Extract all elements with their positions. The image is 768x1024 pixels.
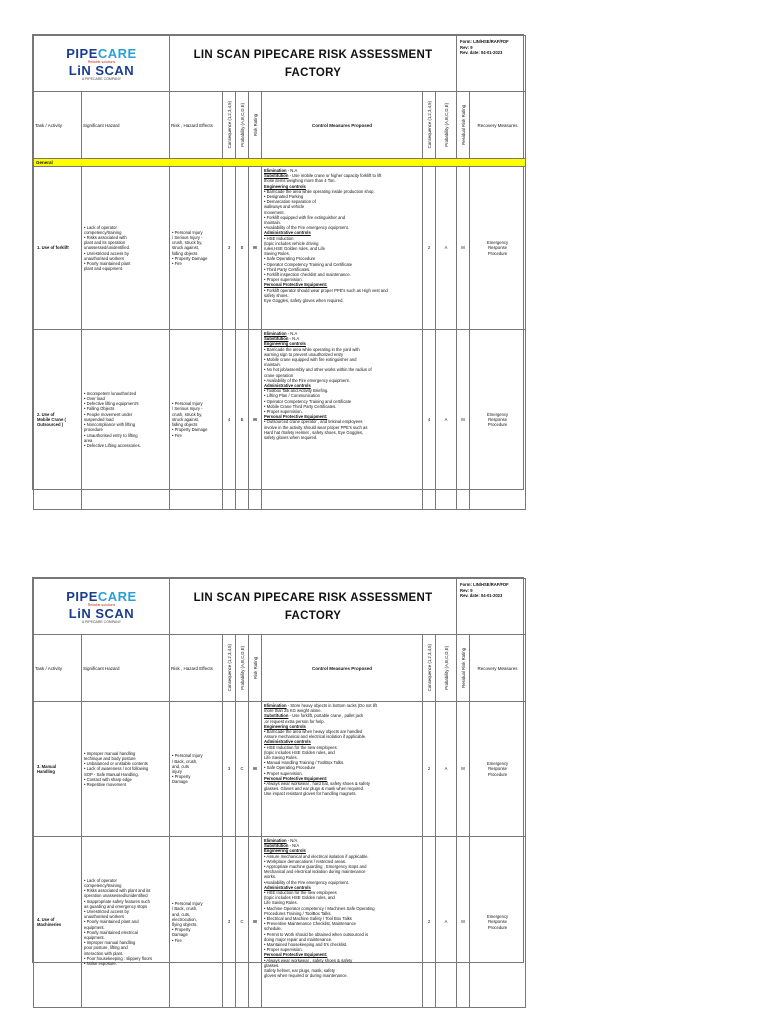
probability-2-cell: A (436, 330, 457, 510)
logo-tagline: Reliable solutions (87, 59, 116, 64)
col-recovery: Recovery Measures (470, 635, 526, 702)
consequence-2-cell: 2 (423, 702, 436, 837)
effects-cell: • Personal Injury / Serious Injury - crush, struck by, struck against, falling objects • Property Damage • Fire (170, 167, 223, 330)
control-heading: Personal Protective Equipment: (264, 952, 328, 958)
probability-2-cell: A (436, 837, 457, 1008)
residual-rating-cell: M (457, 702, 470, 837)
section-general: General (34, 159, 526, 167)
logo-pipe: PIPE (66, 588, 98, 604)
control-heading: Substitution (264, 713, 289, 719)
table-row (34, 167, 526, 330)
col-consequence: Consequence (1,2,3,4,5) (226, 644, 232, 692)
control-text: • HSE Induction for the new employees (topic includes HSE Golden rules, and Life Saving Rules. • Machine Operator competency / Machines Safe Operating Procedures Training / ToolBox Talks. • Electrical and Machine Safety / Tool Box Talks • Preventive Maintenance Checklist, Maintenance schedule. • Permit to Work should be obtained when outsourced is doing major repair and maintenance. • Maintained housekeeping and 5's checklist. • Proper supervision. (264, 890, 375, 953)
control-heading: Engineering controls (264, 723, 306, 729)
control-text: • Always wear workwear , hard hat, safety shoes & safety glasses. Gloves and ear plugs & mask when required. Use impact resistant gloves for handling magnets. (264, 781, 370, 797)
probability-cell: C (236, 702, 249, 837)
control-text: • HSE Induction (topic includes vehicle driving rules,HSE Golden rules, and Life Saving Rules. • Safe Operating Procedure • Operator Competency Training and Certificate • Third Party Certificates. • Forklift inspection checklist and maintenance. • Proper supervision. (264, 235, 353, 283)
control-text: - N/A (289, 843, 300, 849)
consequence-2-cell: 4 (423, 330, 436, 510)
control-heading: Substitution (264, 173, 289, 179)
col-consequence-2: Consequence (1,2,3,4,5) (426, 101, 432, 149)
control-text: • Assure mechanical and electrical isolation if applicable. • Workplace demarcations / restricted areas. • Appropriate machine guarding , Emergency stops and Mechanical and electrical isolation during maintenance works. •Availability of the Fire emergency equipment. (264, 853, 369, 885)
control-text: - N/A (287, 838, 298, 843)
document-title-line1: LIN SCAN PIPECARE RISK ASSESSMENT (193, 591, 433, 604)
col-task: Task / Activity (34, 92, 82, 159)
col-hazard: Significant Hazard (82, 92, 170, 159)
col-risk-rating: Risk Rating (252, 657, 258, 679)
col-consequence: Consequence (1,2,3,4,5) (226, 101, 232, 149)
task-cell: 1. Use of forklift (34, 167, 82, 330)
col-probability: Probability (A,B,C,D,E) (239, 646, 245, 690)
residual-rating-cell: M (457, 167, 470, 330)
control-heading: Engineering controls (264, 183, 306, 189)
control-text: • Always wear workwear , safety shoes & safety glasses. Safety helmet, ear plugs, mask, safety gloves when required or during maintenance. (264, 957, 353, 979)
control-measures-cell (262, 837, 423, 1008)
risk-rating-cell: M (249, 702, 262, 837)
form-rev: Rev: 9 (460, 587, 473, 593)
recovery-cell: Emergency Response Procedure (470, 330, 526, 510)
col-task: Task / Activity (34, 635, 82, 702)
form-rev-date: Rev. date: 04-01-2023 (460, 50, 503, 55)
recovery-cell: Emergency Response Procedure (470, 702, 526, 837)
probability-2-cell: A (436, 702, 457, 837)
form-info (457, 36, 526, 92)
control-heading: Personal Protective Equipment: (264, 282, 328, 288)
logo-care: CARE (97, 45, 137, 61)
control-heading: Substitution (264, 336, 289, 342)
task-cell: 2. Use of Mobile Crane ( Outsourced ) (34, 330, 82, 510)
page-2 (32, 577, 524, 979)
col-probability: Probability (A,B,C,D,E) (239, 103, 245, 147)
control-text: • Outsourced crane operator , and linkinal employees involve in the activity should wear proper PPE's such as Hard hat /Safety Helmet , safety shoes, Eye Goggles, safety gloves when required. (264, 419, 368, 441)
residual-rating-cell: M (457, 330, 470, 510)
company-logo (34, 579, 170, 635)
col-control: Control Measures Proposed (262, 92, 423, 159)
hazard-cell: • Lack of operator competency/training • Risks associated with plant and its operation unassessed/unidentified. • Unrestricted access by unauthorised workers • Poorly maintained plant plant and equipment. (82, 167, 170, 330)
recovery-cell: Emergency Response Procedure (470, 167, 526, 330)
rows-page-2 (34, 702, 526, 1008)
page-1 (32, 34, 524, 490)
control-heading: Administrative controls (264, 383, 311, 389)
control-text: - N.A (289, 336, 300, 342)
control-measures-cell (262, 702, 423, 837)
control-heading: Administrative controls (264, 230, 311, 236)
col-residual: Residual Risk Rating (460, 648, 466, 688)
col-recovery: Recovery Measures (470, 92, 526, 159)
control-text: • Barricade the area when heavy objects are handled Assure mechanical and electrical isolation if applicable. (264, 729, 367, 740)
control-heading: Elimination (264, 168, 287, 173)
hazard-cell: • Lack of operator competency/training • Risks associated with plant and its operation unassessed/unidentified • Inappropriate safety features such as guarding and emergency stops • Unrestricted access by unauthorised workers • Poorly maintained plant and equipment. • Poorly maintained electrical equipment. • Improper manual handling poor posture, lifting and interaction with plant. • Poor housekeeping : slippery floors • Noise exposure. (82, 837, 170, 1008)
form-info (457, 579, 526, 635)
hazard-cell: • Improper manual handling technique and body posture • Unbalanced or unstable contents • Lack of awareness / not following SOP - Safe Manual Handling. • Contact with sharp edge • Repetitive movement (82, 702, 170, 837)
table-row (34, 702, 526, 837)
col-residual: Residual Risk Rating (460, 105, 466, 145)
control-text: • Barricade the area while operating inside production shop. • Designated Parking • Demarcation separation of walkways and vehicle movement. • Forklift equipped with fire extinguisher and maintain. •Availability of the Fire emergency equipment. (264, 188, 375, 231)
form-rev: Rev: 9 (460, 44, 473, 50)
form-number: Form: LIN/HSE/RAF/FDF (460, 582, 509, 587)
probability-cell: B (236, 167, 249, 330)
table-row (34, 837, 526, 1008)
control-text: - Use forklift, portable crane , pallet jack ,or request extra person for help. (264, 713, 364, 724)
control-heading: Substitution (264, 843, 289, 849)
control-measures-cell (262, 167, 423, 330)
control-text: • Toolbox Talk and Activity Briefing. • Lifting Plan / Communication • Operator Competency Training and certificate • Mobile Crane Third Party Certificates. • Proper supervision. (264, 388, 352, 415)
control-heading: Personal Protective Equipment: (264, 775, 328, 781)
consequence-cell: 4 (223, 330, 236, 510)
logo-pipe: PIPE (66, 45, 98, 61)
control-text: - Use mobile crane or higher capacity forklift to lift those items weighing more than 4 Ton. (264, 173, 382, 184)
document-title (170, 36, 457, 92)
document-title-line2: FACTORY (284, 66, 342, 79)
effects-cell: • Personal Injury / Serious Injury - crush, struck by, struck against, falling objects • Property Damage • Fire (170, 330, 223, 510)
col-control: Control Measures Proposed (262, 635, 423, 702)
effects-cell: • Personal Injury / Back, crush, and, cuts injury • Property Damage (170, 702, 223, 837)
control-text: • Barricade the area while operating in the yard with warning sign to prevent unauthorized entry • Mobile crane equipped with fire extinguisher and maintain. • No hot job/assembly and other works within the radius of crane operation • Availability of the Fire emergency equipment. (264, 346, 372, 383)
control-heading: Administrative controls (264, 739, 311, 745)
control-text: - N.A (287, 331, 298, 336)
control-heading: Elimination (264, 703, 287, 708)
control-heading: Engineering controls (264, 848, 306, 854)
control-heading: Administrative controls (264, 884, 311, 890)
control-text: • Forklift operator should wear proper PPE's such as High vest and safety shoes. Eye Goggles, safety gloves when required. (264, 287, 388, 304)
document-title-line2: FACTORY (284, 609, 342, 622)
risk-table-page-2 (33, 578, 526, 1008)
control-text: - N.A (287, 168, 298, 173)
effects-cell: • Personal Injury / Back, crush, and, cuts, electrocution, flying objects. • Property Damage • Fire (170, 837, 223, 1008)
probability-cell: C (236, 837, 249, 1008)
logo-linscan: LiN SCAN (68, 605, 135, 621)
form-number: Form: LIN/HSE/RAF/FDF (460, 39, 509, 44)
col-probability-2: Probability (A,B,C,D,E) (443, 103, 449, 147)
consequence-cell: 3 (223, 837, 236, 1008)
table-row (34, 330, 526, 510)
hazard-cell: • Incompetent /unauthorized • Over load • Defective lifting equipment's • Falling Objects • People movement under suspended load • Noncompliance with lifting procedure • Unauthorised entry to lifting area • Defective Lifting accessories. (82, 330, 170, 510)
risk-rating-cell: M (249, 330, 262, 510)
control-text: • HSE Induction for the new employees (topic includes HSE Golden rules, and Life Saving Rules. • Manual Handling Training / ToolBox Talks. • Safe Operating Procedure • Proper supervision. (264, 744, 345, 776)
col-probability-2: Probability (A,B,C,D,E) (443, 646, 449, 690)
control-heading: Engineering controls (264, 341, 306, 347)
logo-company: A PIPECARE COMPANY (81, 76, 122, 81)
probability-cell: B (236, 330, 249, 510)
control-heading: Elimination (264, 838, 287, 843)
control-measures-cell (262, 330, 423, 510)
col-effects: Risk , Hazard Effects (170, 92, 223, 159)
document-title-line1: LIN SCAN PIPECARE RISK ASSESSMENT (193, 48, 433, 61)
form-rev-date: Rev. date: 04-01-2023 (460, 593, 503, 598)
risk-rating-cell: M (249, 167, 262, 330)
company-logo (34, 36, 170, 92)
control-text: - Store heavy objects in bottom racks (Do not lift more than 25 KG weight alone. (264, 703, 377, 714)
logo-linscan: LiN SCAN (68, 62, 135, 78)
residual-rating-cell: M (457, 837, 470, 1008)
rows-page-1 (34, 167, 526, 510)
consequence-cell: 3 (223, 702, 236, 837)
recovery-cell: Emergency Response Procedure (470, 837, 526, 1008)
control-heading: Personal Protective Equipment: (264, 414, 328, 420)
consequence-2-cell: 2 (423, 167, 436, 330)
task-cell: 4. Use of Machineries (34, 837, 82, 1008)
col-risk-rating: Risk Rating (252, 114, 258, 136)
col-hazard: Significant Hazard (82, 635, 170, 702)
col-consequence-2: Consequence (1,2,3,4,5) (426, 644, 432, 692)
consequence-cell: 3 (223, 167, 236, 330)
risk-rating-cell: M (249, 837, 262, 1008)
consequence-2-cell: 2 (423, 837, 436, 1008)
logo-care: CARE (97, 588, 137, 604)
risk-table-page-1 (33, 35, 526, 510)
logo-tagline: Reliable solutions (87, 602, 116, 607)
control-heading: Elimination (264, 331, 287, 336)
logo-company: A PIPECARE COMPANY (81, 619, 122, 624)
task-cell: 3. Manual Handling (34, 702, 82, 837)
document-title (170, 579, 457, 635)
col-effects: Risk , Hazard Effects (170, 635, 223, 702)
probability-2-cell: A (436, 167, 457, 330)
